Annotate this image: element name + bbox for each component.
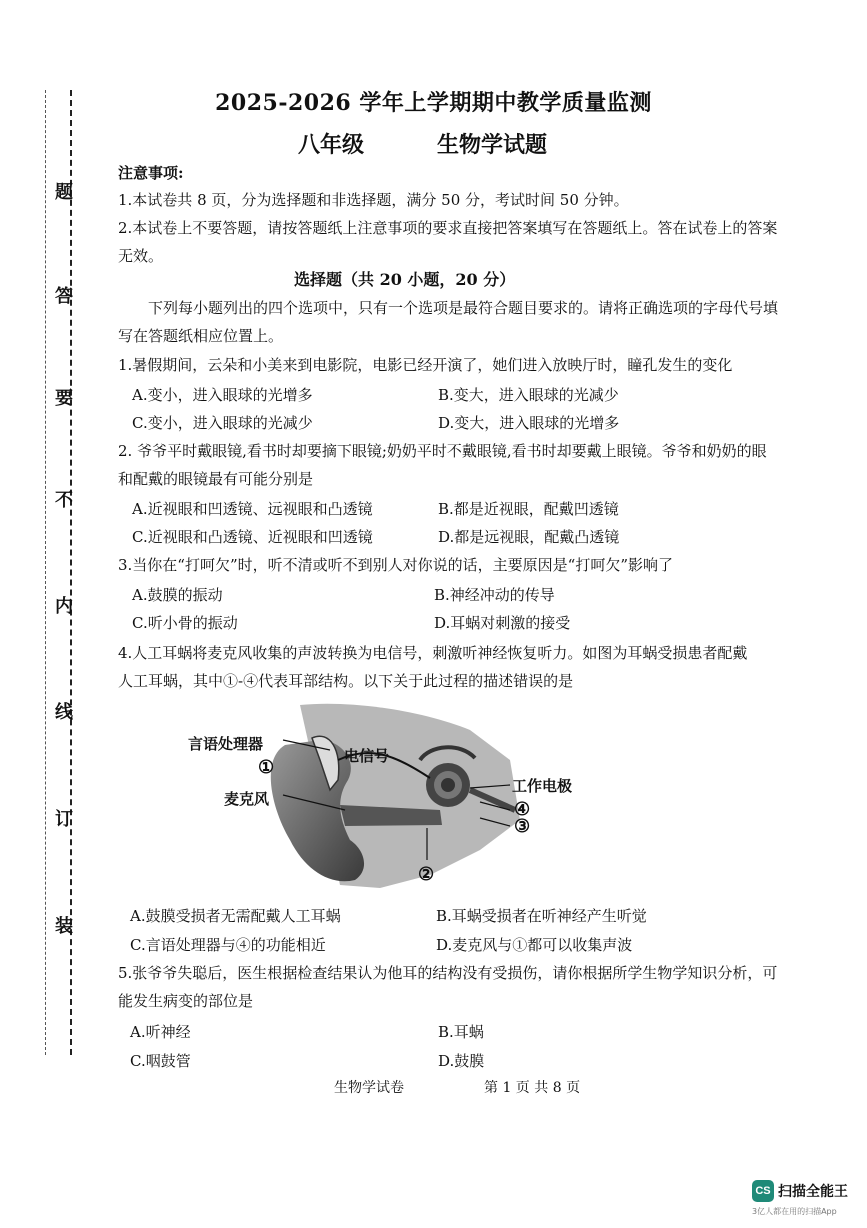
q3-option-c: C.听小骨的振动 (132, 614, 238, 632)
notice-item-2-cont: 无效。 (118, 247, 164, 265)
subject-title: 生物学试题 (437, 132, 548, 158)
q2-option-d: D.都是远视眼，配戴凸透镜 (438, 528, 620, 546)
question-4-stem-cont: 人工耳蜗，其中①-④代表耳部结构。以下关于此过程的描述错误的是 (118, 672, 574, 690)
notice-item-2: 2.本试卷上不要答题，请按答题纸上注意事项的要求直接把答案填写在答题纸上。答在试卷上的答案 (118, 219, 778, 237)
q1-option-c: C.变小，进入眼球的光减少 (132, 414, 313, 432)
binding-char: 订 (55, 809, 73, 830)
question-3-stem: 3.当你在“打呵欠”时，听不清或听不到别人对你说的话，主要原因是“打呵欠”影响了 (118, 556, 673, 574)
q4-option-c: C.言语处理器与④的功能相近 (130, 936, 326, 954)
binding-char: 装 (55, 916, 73, 937)
q4-option-b: B.耳蜗受损者在听神经产生听觉 (436, 907, 647, 925)
binding-char: 线 (55, 702, 73, 723)
figure-label-1: ① (258, 757, 275, 778)
question-4-stem: 4.人工耳蜗将麦克风收集的声波转换为电信号，刺激听神经恢复听力。如图为耳蜗受损患者配戴 (118, 644, 748, 662)
q1-option-b: B.变大，进入眼球的光减少 (438, 386, 619, 404)
question-2-stem-cont: 和配戴的眼镜最有可能分别是 (118, 470, 314, 488)
q4-option-d: D.麦克风与①都可以收集声波 (436, 936, 633, 954)
q1-option-a: A.变小，进入眼球的光增多 (132, 386, 313, 404)
question-5-stem-cont: 能发生病变的部位是 (118, 992, 254, 1010)
binding-char: 题 (55, 182, 73, 203)
grade-label: 八年级 (298, 132, 365, 158)
q3-option-b: B.神经冲动的传导 (434, 586, 555, 604)
q2-option-c: C.近视眼和凸透镜、近视眼和凹透镜 (132, 528, 373, 546)
footer-page-number: 第 1 页 共 8 页 (484, 1080, 581, 1096)
section-title: 选择题（共 20 小题，20 分） (294, 270, 516, 289)
question-5-stem: 5.张爷爷失聪后，医生根据检查结果认为他耳的结构没有受损伤，请你根据所学生物学知识分析，可 (118, 964, 778, 982)
binding-char: 答 (55, 286, 73, 307)
q5-option-c: C.咽鼓管 (130, 1052, 191, 1070)
figure-label-electric-signal: 电信号 (344, 747, 390, 765)
q3-option-a: A.鼓膜的振动 (132, 586, 223, 604)
q2-option-a: A.近视眼和凹透镜、远视眼和凸透镜 (132, 500, 373, 518)
figure-label-2: ② (418, 864, 435, 885)
question-1-stem: 1.暑假期间，云朵和小美来到电影院，电影已经开演了，她们进入放映厅时，瞳孔发生的变化 (118, 356, 733, 374)
exam-title: 2025-2026 学年上学期期中教学质量监测 (215, 90, 652, 116)
binding-char: 不 (55, 490, 73, 511)
q5-option-a: A.听神经 (130, 1023, 191, 1041)
scanner-watermark (752, 1180, 848, 1202)
q2-option-b: B.都是近视眼，配戴凹透镜 (438, 500, 619, 518)
binding-dashed-line-outer (45, 90, 46, 1055)
q3-option-d: D.耳蜗对刺激的接受 (434, 614, 571, 632)
footer-paper-name: 生物学试卷 (334, 1080, 404, 1096)
notice-item-1: 1.本试卷共 8 页，分为选择题和非选择题，满分 50 分，考试时间 50 分钟。 (118, 191, 629, 209)
q1-option-d: D.变大，进入眼球的光增多 (438, 414, 620, 432)
camscanner-logo-icon: CS (752, 1180, 774, 1202)
q5-option-b: B.耳蜗 (438, 1023, 484, 1041)
figure-label-4: ④ (514, 799, 531, 820)
q5-option-d: D.鼓膜 (438, 1052, 485, 1070)
section-instructions-cont: 写在答题纸相应位置上。 (118, 327, 284, 345)
watermark-name: 扫描全能王 (778, 1184, 848, 1200)
figure-label-working-electrode: 工作电极 (512, 777, 573, 795)
binding-dashed-line (70, 90, 72, 1055)
figure-label-3: ③ (514, 816, 531, 837)
q4-option-a: A.鼓膜受损者无需配戴人工耳蜗 (130, 907, 341, 925)
figure-label-speech-processor: 言语处理器 (188, 735, 264, 753)
watermark-subtitle: 3亿人都在用的扫描App (752, 1207, 837, 1216)
binding-char: 内 (55, 596, 73, 617)
figure-label-microphone: 麦克风 (224, 790, 270, 808)
binding-char: 要 (55, 388, 73, 409)
notice-heading: 注意事项: (118, 164, 184, 182)
section-instructions: 下列每小题列出的四个选项中，只有一个选项是最符合题目要求的。请将正确选项的字母代号填 (148, 299, 779, 317)
question-2-stem: 2. 爷爷平时戴眼镜,看书时却要摘下眼镜;奶奶平时不戴眼镜,看书时却要戴上眼镜。爷爷和奶奶的眼 (118, 442, 767, 460)
